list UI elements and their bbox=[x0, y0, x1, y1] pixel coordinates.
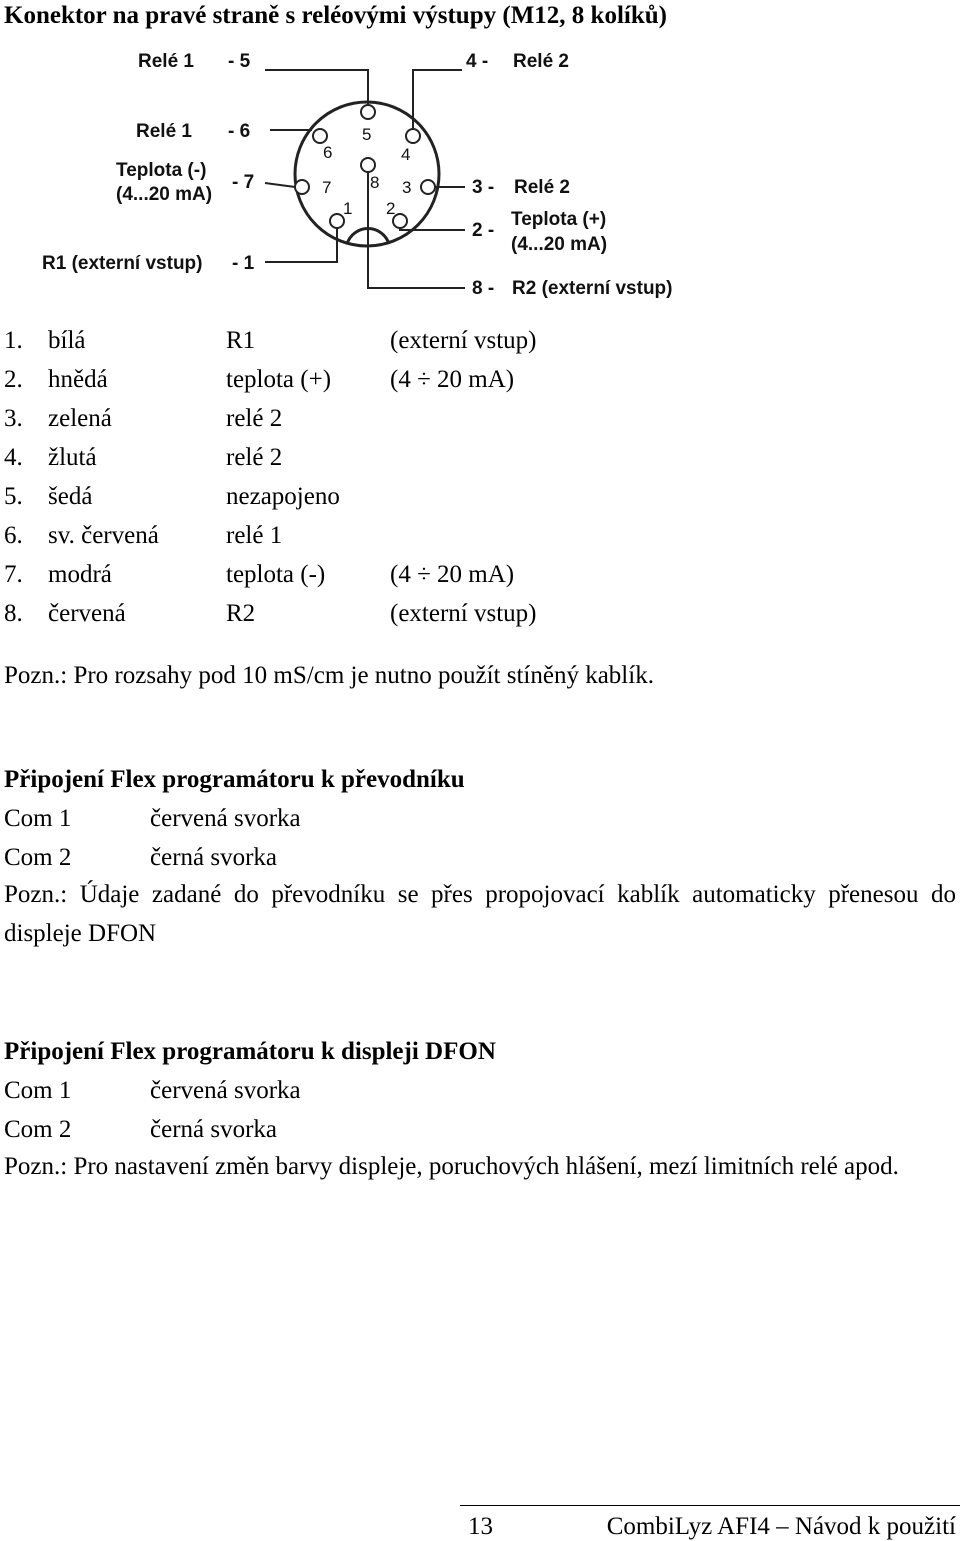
pin-number-3: 3 bbox=[402, 178, 412, 197]
label-pin-8: 8 - bbox=[472, 278, 495, 299]
footer-divider bbox=[460, 1505, 960, 1506]
label-pin-4: 4 - bbox=[466, 51, 489, 72]
label-teplota-plus-range: (4...20 mA) bbox=[511, 234, 608, 255]
wire-function: R1 bbox=[226, 327, 256, 354]
wire-color: červená bbox=[48, 600, 126, 627]
wire-note: (externí vstup) bbox=[390, 600, 537, 627]
label-teplota-plus: Teplota (+) bbox=[511, 209, 607, 230]
wire-note: (externí vstup) bbox=[390, 327, 537, 354]
wire-function: teplota (+) bbox=[226, 366, 332, 393]
pin-8-hole bbox=[361, 158, 375, 172]
label-pin-3: 3 - bbox=[472, 177, 495, 198]
pin-number-6: 6 bbox=[323, 143, 333, 162]
wire-function: relé 1 bbox=[226, 522, 283, 549]
note-shielded-cable: Pozn.: Pro rozsahy pod 10 mS/cm je nutno použít stíněný kablík. bbox=[4, 662, 654, 689]
wire-function: teplota (-) bbox=[226, 561, 326, 588]
label-rele2-3: Relé 2 bbox=[514, 177, 570, 198]
com1-row-display bbox=[4, 1077, 301, 1105]
pin-number-2: 2 bbox=[386, 199, 396, 218]
pin-number-5: 5 bbox=[362, 125, 372, 144]
com2-row-transmitter bbox=[4, 844, 277, 872]
com2-label: Com 2 bbox=[4, 1116, 72, 1143]
page-number: 13 bbox=[468, 1513, 493, 1540]
page-title: Konektor na pravé straně s reléovými výstupy (M12, 8 kolíků) bbox=[4, 2, 667, 29]
wire-function: nezapojeno bbox=[226, 483, 340, 510]
com2-label: Com 2 bbox=[4, 844, 72, 871]
wire-color: hnědá bbox=[48, 366, 108, 393]
com1-row-transmitter bbox=[4, 805, 301, 833]
pin-7-hole bbox=[295, 180, 309, 194]
label-pin-2: 2 - bbox=[472, 220, 495, 241]
note-display: Pozn.: Pro nastavení změn barvy displeje, poruchových hlášení, mezí limitních relé apod. bbox=[4, 1153, 899, 1180]
wire-function: relé 2 bbox=[226, 405, 283, 432]
wire-number: 5. bbox=[4, 483, 23, 510]
wire-color: bílá bbox=[48, 327, 86, 354]
com1-label: Com 1 bbox=[4, 805, 72, 832]
label-rele2-4: Relé 2 bbox=[513, 51, 569, 72]
label-r2: R2 (externí vstup) bbox=[512, 278, 673, 299]
footer-document-title: CombiLyz AFI4 – Návod k použití bbox=[606, 1513, 956, 1540]
wire-function: relé 2 bbox=[226, 444, 283, 471]
label-rele1-6: Relé 1 bbox=[136, 121, 192, 142]
com1-value: červená svorka bbox=[150, 1077, 301, 1104]
wire-color: šedá bbox=[48, 483, 93, 510]
wire-color: modrá bbox=[48, 561, 112, 588]
section-heading-display: Připojení Flex programátoru k displeji DFON bbox=[4, 1038, 496, 1065]
com2-value: černá svorka bbox=[150, 844, 278, 871]
wire-number: 4. bbox=[4, 444, 23, 471]
label-pin-5: - 5 bbox=[228, 51, 251, 72]
pin-number-4: 4 bbox=[401, 145, 411, 164]
label-pin-1: - 1 bbox=[232, 253, 255, 274]
pin-number-1: 1 bbox=[343, 199, 353, 218]
label-rele1-5: Relé 1 bbox=[138, 51, 194, 72]
pin-number-7: 7 bbox=[322, 178, 332, 197]
label-teplota-minus: Teplota (-) bbox=[116, 160, 207, 181]
wire-color: sv. červená bbox=[48, 522, 159, 549]
wire-number: 8. bbox=[4, 600, 23, 627]
com2-row-display bbox=[4, 1116, 277, 1144]
wire-number: 6. bbox=[4, 522, 23, 549]
label-pin-6: - 6 bbox=[228, 121, 251, 142]
wire-number: 3. bbox=[4, 405, 23, 432]
wire-function: R2 bbox=[226, 600, 256, 627]
wire-number: 7. bbox=[4, 561, 23, 588]
pin-3-hole bbox=[421, 180, 435, 194]
pin-5-hole bbox=[361, 105, 375, 119]
pin-4-hole bbox=[406, 129, 420, 143]
label-pin-7: - 7 bbox=[232, 172, 255, 193]
wire-color: zelená bbox=[48, 405, 112, 432]
wire-note: (4 ÷ 20 mA) bbox=[390, 366, 515, 393]
pin-1-hole bbox=[330, 214, 344, 228]
com1-label: Com 1 bbox=[4, 1077, 72, 1104]
wire-number: 1. bbox=[4, 327, 23, 354]
pin-6-hole bbox=[313, 129, 327, 143]
label-teplota-minus-range: (4...20 mA) bbox=[116, 184, 213, 205]
com2-value: černá svorka bbox=[150, 1116, 278, 1143]
wire-color: žlutá bbox=[48, 444, 97, 471]
connector-diagram bbox=[0, 40, 720, 310]
pin-number-8: 8 bbox=[370, 173, 380, 192]
com1-value: červená svorka bbox=[150, 805, 301, 832]
note-transmitter: Pozn.: Údaje zadané do převodníku se přes propojovací kablík automaticky přenesou do displeje DFON bbox=[4, 881, 956, 947]
label-r1: R1 (externí vstup) bbox=[42, 253, 203, 274]
wire-number: 2. bbox=[4, 366, 23, 393]
section-heading-transmitter: Připojení Flex programátoru k převodníku bbox=[4, 766, 465, 793]
wire-note: (4 ÷ 20 mA) bbox=[390, 561, 515, 588]
